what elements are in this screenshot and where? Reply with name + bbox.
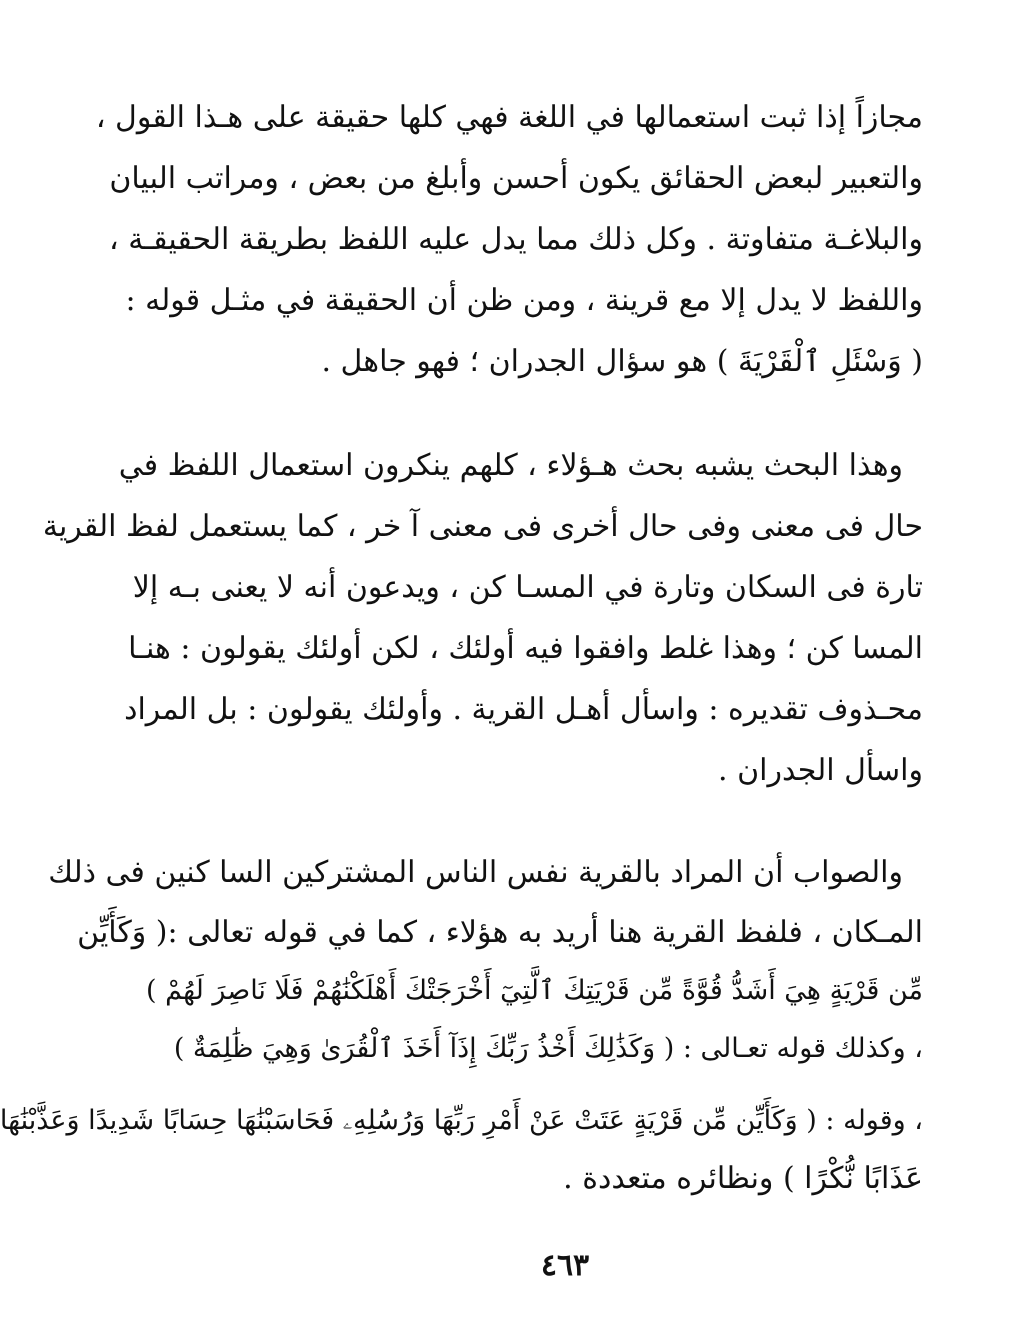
text-line: واسأل الجدران . bbox=[718, 753, 923, 788]
text-line: محـذوف تقديره : واسأل أهـل القرية . وأولئك يقولون : بل المراد bbox=[124, 692, 923, 727]
page-number: ٤٦٣ bbox=[540, 1248, 590, 1283]
quran-verse-line: ، وكذلك قوله تعـالى : ( وَكَذَٰلِكَ أَخْذُ رَبِّكَ إِذَآ أَخَذَ ٱلْقُرَىٰ وَهِيَ ظَٰلِمَةٌ ) bbox=[173, 1033, 923, 1064]
text-line: مجازاً إذا ثبت استعمالها في اللغة فهي كلها حقيقة على هـذا القول ، bbox=[95, 100, 923, 135]
text-line: تارة فى السكان وتارة في المسـا كن ، ويدعون أنه لا يعنى بـه إلا bbox=[132, 570, 923, 605]
text-line: ( وَسْئَلِ ٱلْقَرْيَةَ ) هو سؤال الجدران ؛ فهو جاهل . bbox=[321, 344, 923, 379]
text-line: والصواب أن المراد بالقرية نفس الناس المشتركين السا كنين فى ذلك bbox=[48, 855, 903, 890]
text-line: المـكان ، فلفظ القرية هنا أريد به هؤلاء ، كما في قوله تعالى :( وَكَأَيِّن bbox=[77, 915, 923, 950]
text-line: والتعبير لبعض الحقائق يكون أحسن وأبلغ من بعض ، ومراتب البيان bbox=[109, 161, 923, 196]
text-line: وهذا البحث يشبه بحث هـؤلاء ، كلهم ينكرون استعمال اللفظ في bbox=[118, 448, 903, 483]
text-line: والبلاغـة متفاوتة . وكل ذلك مما يدل عليه اللفظ بطريقة الحقيقـة ، bbox=[109, 222, 923, 257]
text-line: واللفظ لا يدل إلا مع قرينة ، ومن ظن أن الحقيقة في مثـل قوله : bbox=[125, 283, 923, 318]
text-line: حال فى معنى وفى حال أخرى فى معنى آ خر ، كما يستعمل لفظ القرية bbox=[42, 509, 923, 544]
quran-verse-line: ، وقوله : ( وَكَأَيِّن مِّن قَرْيَةٍ عَتَتْ عَنْ أَمْرِ رَبِّهَا وَرُسُلِهِۦ فَحَاسَبْنَٰهَا حِسَابًا شَدِيدًا وَعَذَّبْنَٰهَا bbox=[0, 1105, 923, 1136]
text-line: عَذَابًا نُّكْرًا ) ونظائره متعددة . bbox=[563, 1161, 923, 1196]
text-line: المسا كن ؛ وهذا غلط وافقوا فيه أولئك ، لكن أولئك يقولون : هنـا bbox=[128, 631, 923, 666]
quran-verse-line: مِّن قَرْيَةٍ هِيَ أَشَدُّ قُوَّةً مِّن قَرْيَتِكَ ٱلَّتِيٓ أَخْرَجَتْكَ أَهْلَكْنَٰهُمْ فَلَا نَاصِرَ لَهُمْ ) bbox=[146, 975, 923, 1006]
